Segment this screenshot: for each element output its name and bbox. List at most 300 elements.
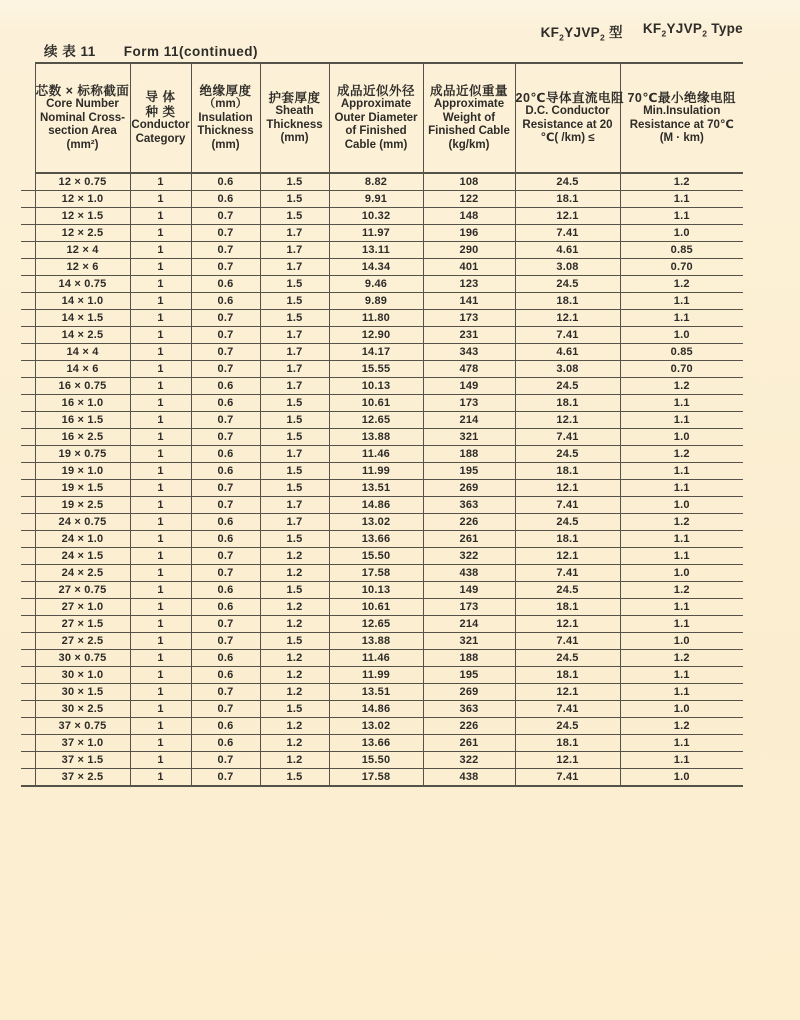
table-row: [21, 327, 743, 344]
cell-dc-resistance: 7.41: [515, 565, 620, 582]
column-header-line: 护套厚度: [268, 90, 321, 105]
cell-insulation-thickness: 0.6: [191, 463, 260, 480]
cell-dc-resistance: 18.1: [515, 463, 620, 480]
column-header-insulation-thickness: [191, 63, 260, 173]
table-gutter: [21, 429, 35, 446]
cell-insulation-thickness: 0.7: [191, 242, 260, 259]
cable-spec-table-wrap: [21, 62, 743, 787]
column-header-line: Approximate: [433, 98, 505, 111]
cell-approx-weight: 269: [423, 684, 515, 701]
cell-conductor-category: 1: [130, 548, 191, 565]
cell-core-area: 19 × 1.0: [35, 463, 130, 480]
column-header-line: Weight of: [442, 111, 496, 124]
cell-min-insulation-resistance: 1.2: [620, 718, 743, 735]
column-header-line: Resistance at 20: [522, 118, 613, 131]
table-body: [21, 173, 743, 786]
column-header-line: ℃( /km) ≤: [540, 132, 595, 144]
cell-min-insulation-resistance: 1.0: [620, 429, 743, 446]
cell-conductor-category: 1: [130, 650, 191, 667]
cell-outer-diameter: 10.61: [329, 599, 423, 616]
cell-min-insulation-resistance: 1.1: [620, 412, 743, 429]
table-gutter: [21, 63, 35, 173]
cell-approx-weight: 231: [423, 327, 515, 344]
cell-approx-weight: 261: [423, 735, 515, 752]
cell-conductor-category: 1: [130, 701, 191, 718]
cell-approx-weight: 214: [423, 412, 515, 429]
cell-approx-weight: 188: [423, 446, 515, 463]
cell-approx-weight: 321: [423, 633, 515, 650]
cell-min-insulation-resistance: 1.0: [620, 327, 743, 344]
cell-approx-weight: 321: [423, 429, 515, 446]
cell-conductor-category: 1: [130, 259, 191, 276]
cell-sheath-thickness: 1.5: [260, 582, 329, 599]
cell-min-insulation-resistance: 1.1: [620, 395, 743, 412]
cell-insulation-thickness: 0.6: [191, 599, 260, 616]
cell-core-area: 24 × 0.75: [35, 514, 130, 531]
cell-dc-resistance: 24.5: [515, 650, 620, 667]
column-header-line: Outer Diameter: [334, 111, 418, 124]
cell-core-area: 24 × 2.5: [35, 565, 130, 582]
cell-core-area: 30 × 2.5: [35, 701, 130, 718]
form-continued-label-en: Form 11(continued): [123, 44, 259, 59]
column-header-dc-resistance: [515, 63, 625, 173]
table-row: [21, 412, 743, 429]
column-header-line: （mm）: [203, 98, 248, 111]
table-header-row: [21, 63, 743, 173]
cell-approx-weight: 188: [423, 650, 515, 667]
cell-approx-weight: 196: [423, 225, 515, 242]
column-header-line: 70℃最小绝缘电阻: [627, 90, 737, 105]
cell-conductor-category: 1: [130, 327, 191, 344]
table-gutter: [21, 412, 35, 429]
cell-core-area: 19 × 0.75: [35, 446, 130, 463]
cell-conductor-category: 1: [130, 497, 191, 514]
cell-min-insulation-resistance: 1.1: [620, 667, 743, 684]
cell-sheath-thickness: 1.2: [260, 735, 329, 752]
table-row: [21, 378, 743, 395]
cell-conductor-category: 1: [130, 684, 191, 701]
column-header-sheath-thickness: [260, 63, 329, 173]
cell-core-area: 37 × 1.5: [35, 752, 130, 769]
table-gutter: [21, 395, 35, 412]
table-gutter: [21, 582, 35, 599]
cell-sheath-thickness: 1.7: [260, 361, 329, 378]
cell-conductor-category: 1: [130, 344, 191, 361]
table-row: [21, 463, 743, 480]
table-gutter: [21, 599, 35, 616]
table-row: [21, 769, 743, 787]
table-row: [21, 225, 743, 242]
cell-min-insulation-resistance: 1.1: [620, 752, 743, 769]
cell-min-insulation-resistance: 1.0: [620, 565, 743, 582]
column-header-line: Thickness: [197, 125, 254, 138]
cell-dc-resistance: 24.5: [515, 582, 620, 599]
cell-sheath-thickness: 1.5: [260, 191, 329, 208]
table-gutter: [21, 208, 35, 225]
cell-sheath-thickness: 1.5: [260, 276, 329, 293]
cell-dc-resistance: 18.1: [515, 531, 620, 548]
cell-conductor-category: 1: [130, 531, 191, 548]
cell-dc-resistance: 24.5: [515, 718, 620, 735]
cell-dc-resistance: 12.1: [515, 684, 620, 701]
cell-min-insulation-resistance: 1.1: [620, 548, 743, 565]
cell-core-area: 16 × 0.75: [35, 378, 130, 395]
cell-outer-diameter: 13.66: [329, 531, 423, 548]
table-gutter: [21, 293, 35, 310]
column-header-line: Approximate: [340, 98, 412, 111]
column-header-line: (mm²): [66, 138, 99, 151]
cell-insulation-thickness: 0.6: [191, 191, 260, 208]
cell-conductor-category: 1: [130, 633, 191, 650]
cell-insulation-thickness: 0.6: [191, 667, 260, 684]
cell-approx-weight: 269: [423, 480, 515, 497]
cell-core-area: 16 × 1.0: [35, 395, 130, 412]
cell-outer-diameter: 15.50: [329, 752, 423, 769]
cell-dc-resistance: 4.61: [515, 344, 620, 361]
column-header-line: Nominal Cross-: [40, 111, 125, 124]
column-header-line: Conductor: [131, 119, 190, 131]
cell-conductor-category: 1: [130, 752, 191, 769]
cell-dc-resistance: 7.41: [515, 701, 620, 718]
cell-sheath-thickness: 1.7: [260, 497, 329, 514]
cell-dc-resistance: 12.1: [515, 310, 620, 327]
cell-dc-resistance: 12.1: [515, 412, 620, 429]
cell-conductor-category: 1: [130, 582, 191, 599]
cell-approx-weight: 122: [423, 191, 515, 208]
cell-core-area: 12 × 1.5: [35, 208, 130, 225]
table-row: [21, 514, 743, 531]
table-row: [21, 344, 743, 361]
cell-outer-diameter: 10.13: [329, 378, 423, 395]
cell-approx-weight: 123: [423, 276, 515, 293]
table-row: [21, 650, 743, 667]
cell-min-insulation-resistance: 1.1: [620, 531, 743, 548]
cell-core-area: 14 × 1.0: [35, 293, 130, 310]
table-row: [21, 548, 743, 565]
cell-conductor-category: 1: [130, 616, 191, 633]
cell-sheath-thickness: 1.5: [260, 701, 329, 718]
cell-outer-diameter: 17.58: [329, 565, 423, 582]
cell-outer-diameter: 13.88: [329, 429, 423, 446]
cell-sheath-thickness: 1.2: [260, 667, 329, 684]
cell-outer-diameter: 10.32: [329, 208, 423, 225]
cell-sheath-thickness: 1.2: [260, 599, 329, 616]
cell-outer-diameter: 10.61: [329, 395, 423, 412]
table-row: [21, 293, 743, 310]
cell-core-area: 27 × 1.0: [35, 599, 130, 616]
cell-insulation-thickness: 0.7: [191, 344, 260, 361]
cell-approx-weight: 173: [423, 395, 515, 412]
cell-approx-weight: 173: [423, 310, 515, 327]
cell-conductor-category: 1: [130, 718, 191, 735]
form-continued-title: [44, 40, 258, 60]
cell-dc-resistance: 18.1: [515, 395, 620, 412]
cell-approx-weight: 214: [423, 616, 515, 633]
column-header-line: (M · km): [659, 132, 704, 144]
cell-outer-diameter: 14.34: [329, 259, 423, 276]
cell-approx-weight: 195: [423, 667, 515, 684]
cell-core-area: 37 × 0.75: [35, 718, 130, 735]
table-row: [21, 242, 743, 259]
cell-dc-resistance: 7.41: [515, 225, 620, 242]
table-row: [21, 752, 743, 769]
cell-min-insulation-resistance: 1.1: [620, 616, 743, 633]
column-header-line: Finished Cable: [428, 125, 510, 138]
cell-min-insulation-resistance: 0.85: [620, 242, 743, 259]
table-row: [21, 565, 743, 582]
cell-insulation-thickness: 0.7: [191, 565, 260, 582]
cell-core-area: 16 × 1.5: [35, 412, 130, 429]
cell-core-area: 30 × 1.5: [35, 684, 130, 701]
cell-approx-weight: 438: [423, 565, 515, 582]
cell-sheath-thickness: 1.2: [260, 565, 329, 582]
cell-min-insulation-resistance: 0.85: [620, 344, 743, 361]
table-row: [21, 480, 743, 497]
cell-outer-diameter: 8.82: [329, 173, 423, 191]
table-row: [21, 497, 743, 514]
table-row: [21, 310, 743, 327]
cell-dc-resistance: 18.1: [515, 735, 620, 752]
column-header-line: 成品近似重量: [429, 83, 508, 98]
table-row: [21, 276, 743, 293]
cell-sheath-thickness: 1.2: [260, 684, 329, 701]
cable-type-label-en: $KF_2YJVP_2$ Type: [642, 21, 743, 39]
cell-conductor-category: 1: [130, 667, 191, 684]
table-gutter: [21, 276, 35, 293]
table-gutter: [21, 650, 35, 667]
cell-conductor-category: 1: [130, 361, 191, 378]
cell-sheath-thickness: 1.7: [260, 514, 329, 531]
column-header-line: Cable (mm): [344, 138, 408, 151]
cell-conductor-category: 1: [130, 208, 191, 225]
cell-outer-diameter: 13.02: [329, 718, 423, 735]
cell-core-area: 12 × 4: [35, 242, 130, 259]
column-header-conductor-category: [130, 63, 191, 173]
cell-sheath-thickness: 1.5: [260, 429, 329, 446]
cell-insulation-thickness: 0.6: [191, 735, 260, 752]
cell-insulation-thickness: 0.7: [191, 684, 260, 701]
table-gutter: [21, 769, 35, 787]
table-gutter: [21, 701, 35, 718]
table-gutter: [21, 259, 35, 276]
cell-min-insulation-resistance: 0.70: [620, 259, 743, 276]
cell-conductor-category: 1: [130, 242, 191, 259]
cell-insulation-thickness: 0.6: [191, 293, 260, 310]
cell-core-area: 37 × 1.0: [35, 735, 130, 752]
cell-approx-weight: 226: [423, 514, 515, 531]
cell-dc-resistance: 7.41: [515, 497, 620, 514]
cell-insulation-thickness: 0.7: [191, 701, 260, 718]
cell-insulation-thickness: 0.7: [191, 225, 260, 242]
cell-min-insulation-resistance: 1.1: [620, 310, 743, 327]
cell-min-insulation-resistance: 1.2: [620, 650, 743, 667]
cell-approx-weight: 363: [423, 701, 515, 718]
cell-core-area: 14 × 4: [35, 344, 130, 361]
table-row: [21, 633, 743, 650]
cell-outer-diameter: 13.66: [329, 735, 423, 752]
table-gutter: [21, 616, 35, 633]
cell-approx-weight: 343: [423, 344, 515, 361]
cell-dc-resistance: 24.5: [515, 514, 620, 531]
cell-dc-resistance: 24.5: [515, 173, 620, 191]
cell-outer-diameter: 12.90: [329, 327, 423, 344]
cell-insulation-thickness: 0.6: [191, 514, 260, 531]
cell-dc-resistance: 12.1: [515, 752, 620, 769]
cell-sheath-thickness: 1.5: [260, 633, 329, 650]
table-gutter: [21, 752, 35, 769]
cell-approx-weight: 478: [423, 361, 515, 378]
cable-spec-table: [21, 62, 743, 787]
cell-core-area: 27 × 1.5: [35, 616, 130, 633]
table-gutter: [21, 735, 35, 752]
cell-core-area: 19 × 1.5: [35, 480, 130, 497]
cell-outer-diameter: 11.99: [329, 667, 423, 684]
cell-conductor-category: 1: [130, 769, 191, 787]
cell-core-area: 24 × 1.0: [35, 531, 130, 548]
cell-min-insulation-resistance: 1.0: [620, 701, 743, 718]
cell-insulation-thickness: 0.7: [191, 208, 260, 225]
table-gutter: [21, 633, 35, 650]
cell-dc-resistance: 7.41: [515, 769, 620, 787]
cell-core-area: 27 × 2.5: [35, 633, 130, 650]
cell-conductor-category: 1: [130, 310, 191, 327]
cell-core-area: 14 × 6: [35, 361, 130, 378]
cell-insulation-thickness: 0.7: [191, 497, 260, 514]
cell-outer-diameter: 14.86: [329, 701, 423, 718]
column-header-line: 芯数 × 标称截面: [35, 83, 130, 98]
cell-sheath-thickness: 1.5: [260, 395, 329, 412]
cell-core-area: 12 × 6: [35, 259, 130, 276]
table-gutter: [21, 548, 35, 565]
cell-sheath-thickness: 1.5: [260, 173, 329, 191]
cell-conductor-category: 1: [130, 480, 191, 497]
table-gutter: [21, 497, 35, 514]
cell-outer-diameter: 9.89: [329, 293, 423, 310]
cell-insulation-thickness: 0.6: [191, 531, 260, 548]
cell-sheath-thickness: 1.5: [260, 293, 329, 310]
cell-conductor-category: 1: [130, 735, 191, 752]
column-header-line: Min.Insulation: [643, 105, 721, 117]
column-header-line: D.C. Conductor: [525, 105, 610, 117]
cell-core-area: 27 × 0.75: [35, 582, 130, 599]
cell-dc-resistance: 4.61: [515, 242, 620, 259]
cell-insulation-thickness: 0.7: [191, 259, 260, 276]
cell-approx-weight: 261: [423, 531, 515, 548]
cell-conductor-category: 1: [130, 173, 191, 191]
table-row: [21, 191, 743, 208]
cell-min-insulation-resistance: 1.1: [620, 480, 743, 497]
table-row: [21, 701, 743, 718]
cell-core-area: 30 × 1.0: [35, 667, 130, 684]
cell-insulation-thickness: 0.6: [191, 395, 260, 412]
cell-min-insulation-resistance: 1.2: [620, 173, 743, 191]
cell-sheath-thickness: 1.2: [260, 718, 329, 735]
cell-min-insulation-resistance: 1.0: [620, 769, 743, 787]
cell-outer-diameter: 17.58: [329, 769, 423, 787]
table-row: [21, 429, 743, 446]
table-row: [21, 684, 743, 701]
cell-dc-resistance: 12.1: [515, 548, 620, 565]
cell-min-insulation-resistance: 1.1: [620, 293, 743, 310]
cell-min-insulation-resistance: 1.1: [620, 191, 743, 208]
column-header-line: (mm): [280, 132, 309, 144]
cell-core-area: 14 × 1.5: [35, 310, 130, 327]
table-row: [21, 446, 743, 463]
cell-dc-resistance: 7.41: [515, 327, 620, 344]
cell-conductor-category: 1: [130, 446, 191, 463]
cell-sheath-thickness: 1.5: [260, 463, 329, 480]
cell-sheath-thickness: 1.7: [260, 378, 329, 395]
table-row: [21, 173, 743, 191]
cell-approx-weight: 141: [423, 293, 515, 310]
table-row: [21, 208, 743, 225]
cell-core-area: 12 × 0.75: [35, 173, 130, 191]
cell-outer-diameter: 13.51: [329, 684, 423, 701]
cell-sheath-thickness: 1.7: [260, 446, 329, 463]
table-row: [21, 395, 743, 412]
cell-outer-diameter: 15.55: [329, 361, 423, 378]
cell-outer-diameter: 15.50: [329, 548, 423, 565]
cell-insulation-thickness: 0.7: [191, 327, 260, 344]
cell-insulation-thickness: 0.7: [191, 616, 260, 633]
table-gutter: [21, 684, 35, 701]
cell-dc-resistance: 18.1: [515, 599, 620, 616]
cell-outer-diameter: 14.17: [329, 344, 423, 361]
cell-insulation-thickness: 0.6: [191, 173, 260, 191]
column-header-line: section Area: [48, 125, 117, 138]
table-row: [21, 735, 743, 752]
cell-outer-diameter: 11.99: [329, 463, 423, 480]
cell-insulation-thickness: 0.7: [191, 769, 260, 787]
cell-sheath-thickness: 1.5: [260, 208, 329, 225]
cell-conductor-category: 1: [130, 225, 191, 242]
column-header-line: of Finished: [345, 125, 407, 138]
cell-dc-resistance: 12.1: [515, 480, 620, 497]
cell-sheath-thickness: 1.5: [260, 412, 329, 429]
cell-approx-weight: 363: [423, 497, 515, 514]
column-header-line: 绝缘厚度: [199, 83, 252, 98]
cell-outer-diameter: 11.46: [329, 650, 423, 667]
form-continued-label-cn: 续 表 11: [44, 44, 96, 59]
cell-dc-resistance: 12.1: [515, 616, 620, 633]
cell-min-insulation-resistance: 1.1: [620, 599, 743, 616]
cell-approx-weight: 149: [423, 378, 515, 395]
cell-dc-resistance: 7.41: [515, 633, 620, 650]
column-header-line: Core Number: [46, 98, 119, 111]
table-gutter: [21, 327, 35, 344]
cell-conductor-category: 1: [130, 514, 191, 531]
cell-insulation-thickness: 0.7: [191, 633, 260, 650]
table-gutter: [21, 480, 35, 497]
cell-outer-diameter: 13.11: [329, 242, 423, 259]
table-gutter: [21, 463, 35, 480]
cell-conductor-category: 1: [130, 565, 191, 582]
cell-conductor-category: 1: [130, 276, 191, 293]
column-header-line: 导 体: [145, 90, 176, 104]
cell-min-insulation-resistance: 1.1: [620, 463, 743, 480]
table-row: [21, 582, 743, 599]
cell-min-insulation-resistance: 1.0: [620, 633, 743, 650]
table-gutter: [21, 173, 35, 191]
cell-approx-weight: 226: [423, 718, 515, 735]
cell-outer-diameter: 14.86: [329, 497, 423, 514]
cell-core-area: 19 × 2.5: [35, 497, 130, 514]
table-row: [21, 616, 743, 633]
cell-approx-weight: 322: [423, 548, 515, 565]
cell-outer-diameter: 12.65: [329, 412, 423, 429]
cell-insulation-thickness: 0.7: [191, 361, 260, 378]
cell-insulation-thickness: 0.7: [191, 310, 260, 327]
